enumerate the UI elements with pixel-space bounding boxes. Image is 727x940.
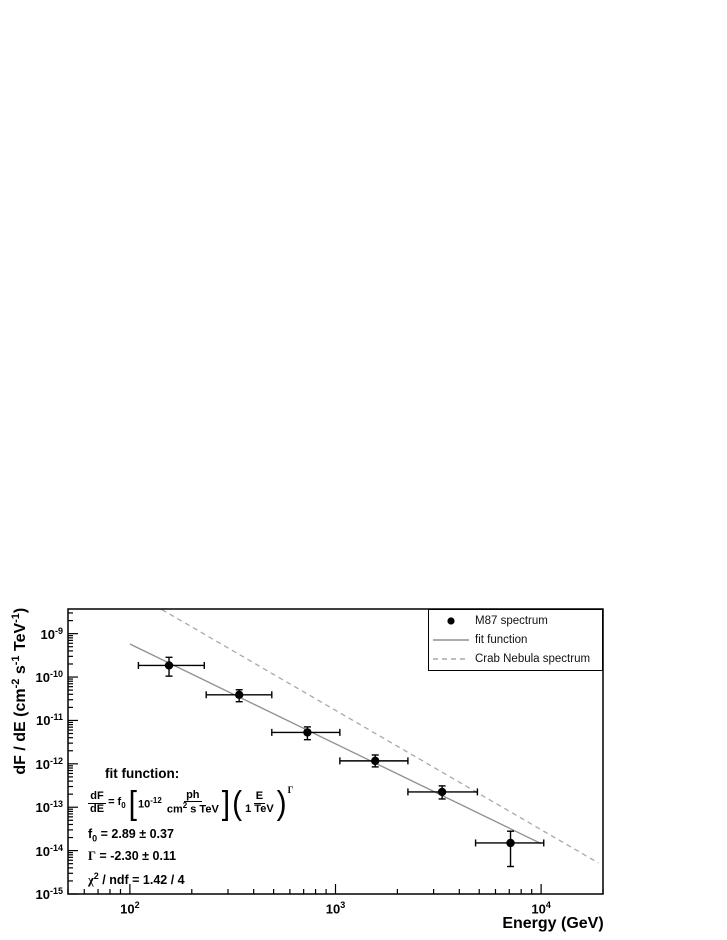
data-point-6	[506, 839, 514, 847]
legend-label: Crab Nebula spectrum	[475, 653, 591, 665]
formula-ratio-fraction: $\frac{E}{\text{1 TeV}}$	[245, 789, 274, 815]
y-axis-title: dF / dE ($cm^{-2}$ $s^{-1}$ TeV$^{-1}$)	[9, 607, 30, 775]
y-tick-label-10e-11: $10^{-11}$	[36, 712, 63, 729]
x-axis-title: Energy (GeV)	[502, 915, 604, 932]
y-tick-label-10e-12: $10^{-12}$	[35, 755, 63, 772]
x-tick-label-10e2: $10^2$	[120, 900, 140, 917]
formula-exponent-gamma: Γ	[287, 785, 294, 795]
fit-statistics-box	[88, 766, 308, 888]
fit-param-f0: $f_0 = 2.89 \pm 0.37$	[88, 827, 174, 844]
formula-unit-fraction: $\frac{ph}{cm^2 s TeV}$	[166, 788, 219, 816]
legend-entry-crab	[429, 651, 602, 667]
fit-param-gamma: Γ = -2.30 ± 0.11	[88, 849, 177, 863]
legend-label: M87 spectrum	[475, 615, 548, 627]
data-point-1	[165, 661, 173, 669]
data-point-3	[303, 728, 311, 736]
legend-entry-m87	[429, 613, 602, 629]
legend-solid-line-icon	[429, 633, 473, 647]
fit-chi2: $\chi^2$ / ndf = 1.42 / 4	[88, 871, 185, 888]
data-point-2	[235, 691, 243, 699]
formula-lhs-fraction: $\frac{dF}{dE}$	[90, 789, 105, 815]
fit-function-formula	[88, 784, 308, 822]
x-tick-label-10e4: $10^4$	[531, 900, 551, 917]
formula-equals-coeff: = $f_0$	[108, 795, 126, 811]
formula-close-bracket: ]	[221, 784, 231, 822]
formula-power: $10^{-12}$	[138, 795, 162, 811]
formula-open-bracket: [	[128, 784, 138, 822]
legend-entry-fit	[429, 632, 602, 648]
x-tick-label-10e3: $10^3$	[325, 900, 346, 917]
y-tick-label-10e-15: $10^{-15}$	[35, 885, 63, 903]
legend	[428, 609, 603, 671]
y-tick-label-10e-9: $10^{-9}$	[40, 625, 63, 642]
legend-dashed-line-icon	[429, 652, 473, 666]
legend-marker-dot-icon	[429, 614, 473, 628]
y-tick-label-10e-14: $10^{-14}$	[35, 842, 63, 859]
y-tick-label-10e-13: $10^{-13}$	[35, 799, 63, 816]
data-point-4	[371, 757, 379, 765]
formula-open-paren: (	[232, 784, 243, 822]
fit-function-heading: fit function:	[105, 766, 180, 781]
legend-label: fit function	[475, 634, 528, 646]
formula-close-paren: )	[276, 784, 287, 822]
y-tick-label-10e-10: $10^{-10}$	[35, 668, 63, 686]
data-point-5	[438, 788, 446, 796]
